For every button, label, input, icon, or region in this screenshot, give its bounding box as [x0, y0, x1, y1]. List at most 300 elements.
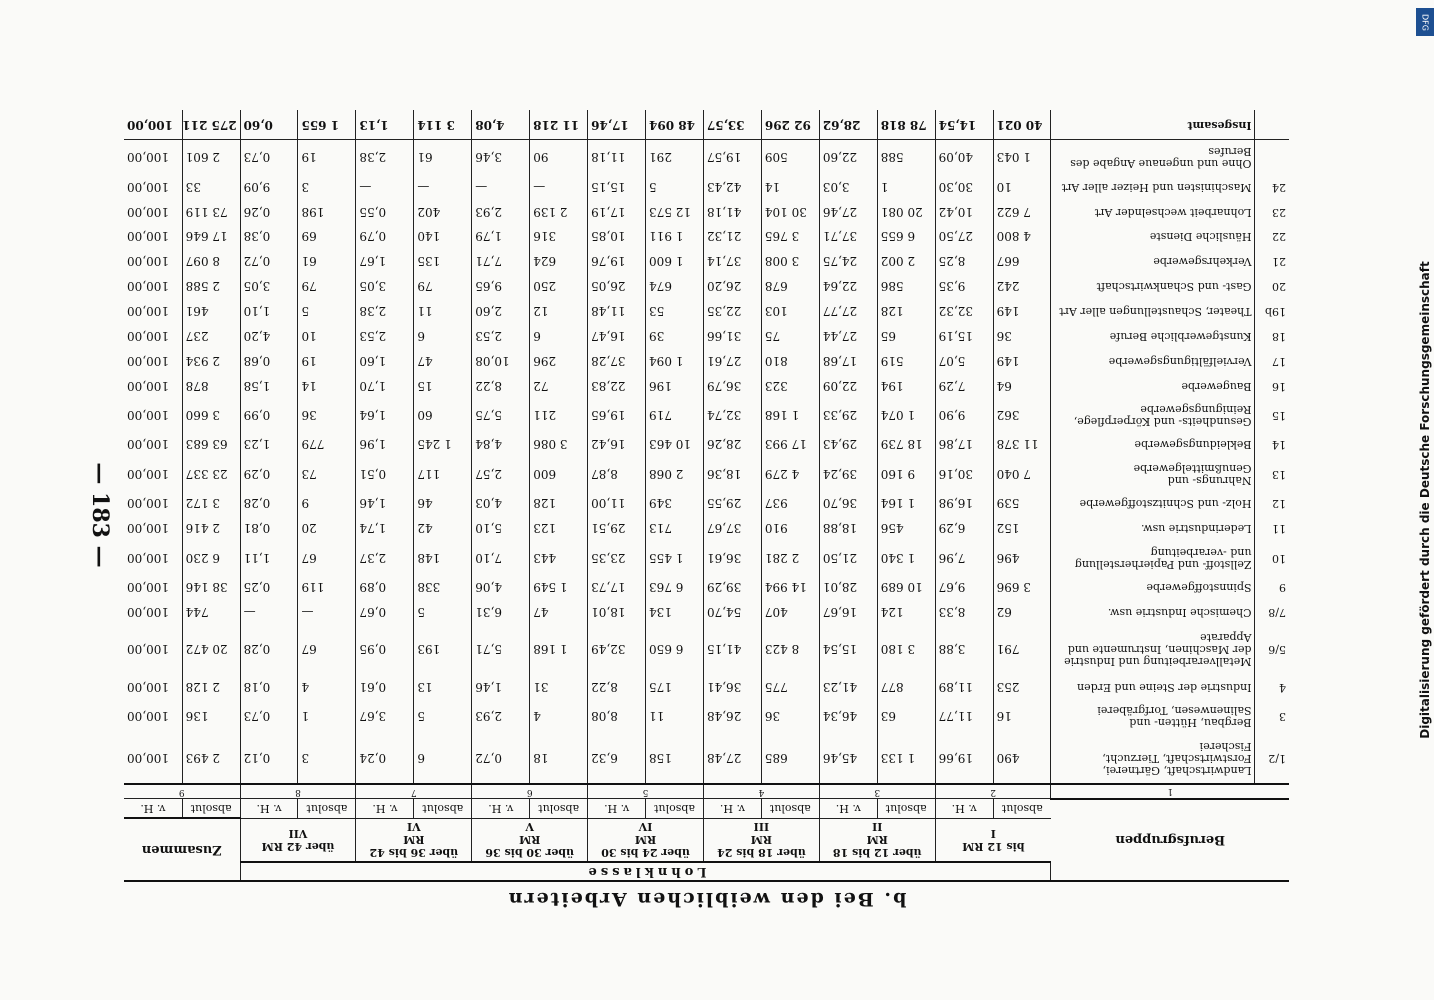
cell-vh: 2,93: [472, 199, 530, 224]
cell-absolut: 3 660: [182, 398, 240, 432]
cell-absolut: 18 739: [877, 432, 935, 457]
cell-absolut: 7 622: [993, 199, 1051, 224]
cell-absolut: 678: [761, 274, 819, 299]
cell-absolut: 128: [877, 299, 935, 324]
cell-vh: 17,68: [819, 348, 877, 373]
total-absolut: 275 211: [182, 110, 240, 140]
row-label: Ohne und ungenaue Angabe des Berufes: [1051, 140, 1255, 175]
cell-absolut: 103: [761, 299, 819, 324]
row-label: Vervielfältigungsgewerbe: [1051, 348, 1255, 373]
cell-vh: 11,77: [935, 699, 993, 733]
cell-vh: 7,29: [935, 373, 993, 398]
cell-vh: 100,00: [124, 624, 182, 674]
cell-vh: 40,09: [935, 140, 993, 175]
cell-vh: 100,00: [124, 299, 182, 324]
cell-vh: 100,00: [124, 457, 182, 491]
total-absolut: 78 818: [877, 110, 935, 140]
row-label: Häusliche Dienste: [1051, 224, 1255, 249]
total-vh: 100,00: [124, 110, 182, 140]
cell-absolut: 67: [298, 624, 356, 674]
row-label: Lohnarbeit wechselnder Art: [1051, 199, 1255, 224]
row-label: Kunstgewerbliche Berufe: [1051, 323, 1255, 348]
cell-vh: 0,73: [240, 699, 298, 733]
cell-absolut: 3 008: [761, 249, 819, 274]
cell-absolut: 407: [761, 600, 819, 625]
row-number: 22: [1272, 230, 1286, 244]
page-number-text: — 183 —: [87, 462, 113, 568]
total-vh: 4,08: [472, 110, 530, 140]
cell-absolut: 134: [646, 600, 704, 625]
cell-absolut: 119: [298, 575, 356, 600]
cell-vh: 1,74: [356, 516, 414, 541]
row-number: 18: [1272, 329, 1286, 343]
row-label: Spinnstoffgewerbe: [1051, 575, 1255, 600]
cell-absolut: 152: [993, 516, 1051, 541]
cell-absolut: 4: [298, 674, 356, 699]
cell-absolut: 19: [298, 140, 356, 175]
cell-vh: 9,35: [935, 274, 993, 299]
cell-vh: 31,66: [703, 323, 761, 348]
cell-absolut: 73 119: [182, 199, 240, 224]
cell-absolut: 791: [993, 624, 1051, 674]
cell-vh: 3,46: [472, 140, 530, 175]
cell-absolut: 1 911: [646, 224, 704, 249]
cell-vh: 22,64: [819, 274, 877, 299]
digitization-notice-text: Digitalisierung gefördert durch die Deutsche Forschungsgemeinschaft: [1418, 261, 1432, 739]
cell-vh: 10,85: [588, 224, 646, 249]
cell-absolut: 8 423: [761, 624, 819, 674]
cell-vh: 100,00: [124, 432, 182, 457]
cell-vh: 100,00: [124, 224, 182, 249]
cell-vh: 1,79: [472, 224, 530, 249]
cell-absolut: 509: [761, 140, 819, 175]
cell-vh: 8,08: [588, 699, 646, 733]
row-label: Maschinisten und Heizer aller Art: [1051, 174, 1255, 199]
cell-vh: 26,20: [703, 274, 761, 299]
cell-absolut: 4: [530, 699, 588, 733]
subheader-absolut: absolut: [182, 799, 240, 819]
table-row: [124, 174, 1289, 199]
cell-absolut: 38 146: [182, 575, 240, 600]
cell-absolut: 63 683: [182, 432, 240, 457]
cell-absolut: 586: [877, 274, 935, 299]
row-label: Nahrungs- und Genußmittelgewerbe: [1051, 457, 1255, 491]
cell-absolut: 36: [761, 699, 819, 733]
row-label: Bergbau, Hütten- und Salinenwesen, Torfgräberei: [1051, 699, 1255, 733]
row-label: Landwirtschaft, Gärtnerei, Forstwirtschaft, Tierzucht, Fischerei: [1051, 733, 1255, 784]
subheader-absolut: absolut: [993, 799, 1051, 819]
table-row: [124, 575, 1289, 600]
cell-vh: 27,61: [703, 348, 761, 373]
cell-vh: 37,67: [703, 516, 761, 541]
cell-absolut: 1 245: [414, 432, 472, 457]
column-number: 7: [356, 784, 472, 799]
total-absolut: 3 114: [414, 110, 472, 140]
subheader-vh: v. H.: [356, 799, 414, 819]
cell-vh: 0,51: [356, 457, 414, 491]
cell-vh: 16,47: [588, 323, 646, 348]
cell-vh: 36,61: [703, 541, 761, 575]
header-berufsgruppen: Berufsgruppen: [1051, 799, 1289, 881]
cell-vh: 15,54: [819, 624, 877, 674]
cell-vh: 100,00: [124, 373, 182, 398]
cell-vh: 0,95: [356, 624, 414, 674]
row-number: 19b: [1264, 305, 1286, 319]
cell-vh: —: [472, 174, 530, 199]
row-number: 7/8: [1268, 605, 1286, 619]
total-row-number: [1255, 110, 1289, 140]
cell-vh: 9,09: [240, 174, 298, 199]
subheader-absolut: absolut: [298, 799, 356, 819]
cell-vh: 11,00: [588, 491, 646, 516]
row-number: 21: [1272, 255, 1286, 269]
cell-vh: 0,68: [240, 348, 298, 373]
cell-absolut: 4 800: [993, 224, 1051, 249]
cell-vh: 0,29: [240, 457, 298, 491]
cell-absolut: 79: [414, 274, 472, 299]
header-class-iii: [703, 819, 819, 863]
cell-absolut: 1 549: [530, 575, 588, 600]
class-range: über 42 RM: [261, 840, 335, 853]
row-label: Bekleidungsgewerbe: [1051, 432, 1255, 457]
cell-absolut: 10 689: [877, 575, 935, 600]
cell-vh: 7,96: [935, 541, 993, 575]
cell-vh: 17,19: [588, 199, 646, 224]
column-number: 1: [1051, 784, 1289, 799]
column-number: 8: [240, 784, 356, 799]
cell-vh: 100,00: [124, 674, 182, 699]
cell-vh: 10,42: [935, 199, 993, 224]
cell-absolut: 1 164: [877, 491, 935, 516]
cell-absolut: 6: [530, 323, 588, 348]
cell-vh: 19,57: [703, 140, 761, 175]
table-row: [124, 274, 1289, 299]
table-row: [124, 373, 1289, 398]
cell-vh: —: [240, 600, 298, 625]
cell-absolut: 2 934: [182, 348, 240, 373]
table-body: [124, 110, 1289, 784]
cell-vh: 100,00: [124, 274, 182, 299]
cell-vh: 29,43: [819, 432, 877, 457]
cell-vh: 8,22: [588, 674, 646, 699]
table-row: [124, 199, 1289, 224]
cell-vh: 27,50: [935, 224, 993, 249]
cell-vh: 37,14: [703, 249, 761, 274]
row-number: 17: [1272, 354, 1286, 368]
total-vh: 28,62: [819, 110, 877, 140]
cell-vh: 2,38: [356, 299, 414, 324]
cell-absolut: 2 416: [182, 516, 240, 541]
cell-vh: 1,64: [356, 398, 414, 432]
cell-absolut: 461: [182, 299, 240, 324]
total-absolut: 40 021: [993, 110, 1051, 140]
column-number: 3: [819, 784, 935, 799]
cell-vh: 27,44: [819, 323, 877, 348]
cell-absolut: 713: [646, 516, 704, 541]
cell-vh: 11,48: [588, 299, 646, 324]
cell-absolut: 5: [298, 299, 356, 324]
cell-absolut: 211: [530, 398, 588, 432]
column-number: 2: [935, 784, 1051, 799]
cell-absolut: 878: [182, 373, 240, 398]
statistics-table-container: [124, 110, 1289, 882]
cell-absolut: 75: [761, 323, 819, 348]
row-label: Zellstoff- und Papierherstellung und -verarbeitung: [1051, 541, 1255, 575]
cell-vh: 2,37: [356, 541, 414, 575]
table-row: [124, 699, 1289, 733]
cell-absolut: 39: [646, 323, 704, 348]
page-title-text: b. Bei den weiblichen Arbeitern: [506, 888, 907, 910]
cell-vh: 1,96: [356, 432, 414, 457]
cell-vh: 16,67: [819, 600, 877, 625]
cell-vh: 2,57: [472, 457, 530, 491]
subheader-absolut: absolut: [761, 799, 819, 819]
cell-vh: 28,01: [819, 575, 877, 600]
cell-vh: 24,75: [819, 249, 877, 274]
cell-absolut: 588: [877, 140, 935, 175]
cell-vh: 19,66: [935, 733, 993, 784]
cell-vh: 8,25: [935, 249, 993, 274]
cell-absolut: 744: [182, 600, 240, 625]
cell-vh: 9,67: [935, 575, 993, 600]
subheader-absolut: absolut: [414, 799, 472, 819]
table-row: [124, 733, 1289, 784]
row-number: 11: [1272, 522, 1286, 536]
cell-absolut: 719: [646, 398, 704, 432]
cell-absolut: —: [530, 174, 588, 199]
cell-vh: 3,05: [240, 274, 298, 299]
cell-vh: 10,08: [472, 348, 530, 373]
cell-vh: 1,70: [356, 373, 414, 398]
class-range: bis 12 RM: [962, 840, 1025, 853]
row-number: 4: [1279, 680, 1286, 694]
cell-vh: 0,25: [240, 575, 298, 600]
cell-absolut: 47: [414, 348, 472, 373]
cell-absolut: 9 160: [877, 457, 935, 491]
cell-absolut: —: [414, 174, 472, 199]
cell-vh: 100,00: [124, 348, 182, 373]
table-row: [124, 491, 1289, 516]
digitization-notice: [1412, 0, 1434, 1000]
cell-absolut: 2 493: [182, 733, 240, 784]
cell-vh: 0,81: [240, 516, 298, 541]
cell-absolut: 90: [530, 140, 588, 175]
cell-vh: 27,77: [819, 299, 877, 324]
cell-vh: 100,00: [124, 600, 182, 625]
cell-absolut: 17 993: [761, 432, 819, 457]
cell-vh: 3,03: [819, 174, 877, 199]
cell-vh: 32,74: [703, 398, 761, 432]
header-lohnklasse: Lohnklasse: [240, 862, 1051, 881]
cell-absolut: 250: [530, 274, 588, 299]
table-row: [124, 398, 1289, 432]
cell-absolut: 1 340: [877, 541, 935, 575]
cell-vh: 1,23: [240, 432, 298, 457]
cell-vh: 11,18: [588, 140, 646, 175]
cell-absolut: 33: [182, 174, 240, 199]
cell-absolut: 810: [761, 348, 819, 373]
row-label: Theater, Schaustellungen aller Art: [1051, 299, 1255, 324]
table-row: [124, 323, 1289, 348]
cell-vh: 29,33: [819, 398, 877, 432]
cell-vh: 5,07: [935, 348, 993, 373]
cell-absolut: 6 650: [646, 624, 704, 674]
class-roman: VI: [407, 820, 421, 834]
cell-absolut: 6: [414, 323, 472, 348]
cell-absolut: 196: [646, 373, 704, 398]
total-absolut: 1 655: [298, 110, 356, 140]
cell-vh: 16,42: [588, 432, 646, 457]
cell-vh: 17,73: [588, 575, 646, 600]
cell-absolut: 402: [414, 199, 472, 224]
row-number: 9: [1279, 581, 1286, 595]
cell-vh: 2,38: [356, 140, 414, 175]
cell-vh: 0,79: [356, 224, 414, 249]
table-row: [124, 674, 1289, 699]
cell-absolut: 67: [298, 541, 356, 575]
table-row: [124, 432, 1289, 457]
cell-vh: 27,46: [819, 199, 877, 224]
cell-absolut: 14 994: [761, 575, 819, 600]
cell-absolut: 11 378: [993, 432, 1051, 457]
cell-absolut: 11: [414, 299, 472, 324]
header-class-i: [935, 819, 1051, 863]
cell-absolut: 674: [646, 274, 704, 299]
cell-absolut: 338: [414, 575, 472, 600]
cell-absolut: 20 472: [182, 624, 240, 674]
cell-vh: 42,43: [703, 174, 761, 199]
cell-absolut: 443: [530, 541, 588, 575]
cell-vh: 0,18: [240, 674, 298, 699]
cell-absolut: 2 002: [877, 249, 935, 274]
cell-absolut: 5: [414, 699, 472, 733]
cell-absolut: 175: [646, 674, 704, 699]
cell-vh: 45,46: [819, 733, 877, 784]
cell-absolut: 362: [993, 398, 1051, 432]
cell-absolut: 46: [414, 491, 472, 516]
cell-absolut: 63: [877, 699, 935, 733]
column-number: 9: [124, 784, 240, 799]
cell-absolut: 8 097: [182, 249, 240, 274]
row-number: 3: [1279, 709, 1286, 723]
cell-vh: 0,99: [240, 398, 298, 432]
cell-absolut: 149: [993, 299, 1051, 324]
class-range: über 18 bis 24 RM: [717, 833, 806, 860]
cell-absolut: 47: [530, 600, 588, 625]
cell-vh: 100,00: [124, 199, 182, 224]
cell-vh: 41,18: [703, 199, 761, 224]
cell-vh: 100,00: [124, 140, 182, 175]
subheader-vh: v. H.: [588, 799, 646, 819]
cell-absolut: 3: [298, 733, 356, 784]
cell-absolut: 5: [646, 174, 704, 199]
cell-absolut: 123: [530, 516, 588, 541]
cell-absolut: 62: [993, 600, 1051, 625]
class-range: über 24 bis 30 RM: [601, 833, 690, 860]
cell-vh: 9,65: [472, 274, 530, 299]
header-class-vi: [356, 819, 472, 863]
cell-vh: 3,05: [356, 274, 414, 299]
cell-vh: 1,58: [240, 373, 298, 398]
cell-absolut: 1 168: [530, 624, 588, 674]
cell-absolut: 158: [646, 733, 704, 784]
column-number: 4: [703, 784, 819, 799]
header-class-v: [472, 819, 588, 863]
cell-absolut: 539: [993, 491, 1051, 516]
cell-vh: 8,33: [935, 600, 993, 625]
cell-absolut: 15: [414, 373, 472, 398]
cell-vh: 0,61: [356, 674, 414, 699]
cell-absolut: 1 455: [646, 541, 704, 575]
row-number: 5/6: [1268, 643, 1286, 657]
cell-vh: 6,29: [935, 516, 993, 541]
cell-absolut: 519: [877, 348, 935, 373]
cell-vh: 21,50: [819, 541, 877, 575]
cell-absolut: 12 573: [646, 199, 704, 224]
class-range: über 12 bis 18 RM: [832, 833, 922, 860]
cell-vh: —: [356, 174, 414, 199]
row-label: Baugewerbe: [1051, 373, 1255, 398]
cell-vh: 39,29: [703, 575, 761, 600]
cell-vh: 0,55: [356, 199, 414, 224]
cell-vh: 29,55: [703, 491, 761, 516]
cell-absolut: 1 074: [877, 398, 935, 432]
cell-vh: 22,35: [703, 299, 761, 324]
cell-absolut: 30 104: [761, 199, 819, 224]
row-number: 24: [1272, 180, 1286, 194]
dfg-logo-badge: DFG: [1416, 8, 1434, 36]
cell-vh: 4,03: [472, 491, 530, 516]
table-row: [124, 516, 1289, 541]
cell-absolut: 2 128: [182, 674, 240, 699]
cell-absolut: 1 094: [646, 348, 704, 373]
header-class-ii: [819, 819, 935, 863]
total-absolut: 92 296: [761, 110, 819, 140]
cell-vh: 0,89: [356, 575, 414, 600]
cell-absolut: 3 172: [182, 491, 240, 516]
cell-vh: 8,22: [472, 373, 530, 398]
row-number: 12: [1272, 497, 1286, 511]
cell-absolut: 148: [414, 541, 472, 575]
header-row-column-numbers: [124, 784, 1289, 799]
cell-absolut: 10: [298, 323, 356, 348]
cell-absolut: 36: [993, 323, 1051, 348]
cell-vh: 100,00: [124, 733, 182, 784]
cell-vh: 5,71: [472, 624, 530, 674]
cell-vh: 2,93: [472, 699, 530, 733]
subheader-vh: v. H.: [124, 799, 182, 819]
cell-vh: 2,60: [472, 299, 530, 324]
cell-absolut: 2 588: [182, 274, 240, 299]
cell-absolut: 20: [298, 516, 356, 541]
cell-absolut: 20 081: [877, 199, 935, 224]
cell-absolut: 11: [646, 699, 704, 733]
cell-absolut: 61: [298, 249, 356, 274]
cell-vh: 36,79: [703, 373, 761, 398]
class-roman: II: [872, 820, 883, 834]
cell-vh: 30,30: [935, 174, 993, 199]
statistics-table: [124, 110, 1289, 882]
cell-vh: 5,75: [472, 398, 530, 432]
cell-vh: 0,24: [356, 733, 414, 784]
header-class-iv: [588, 819, 704, 863]
cell-vh: 36,70: [819, 491, 877, 516]
cell-absolut: 937: [761, 491, 819, 516]
column-number: 6: [472, 784, 588, 799]
cell-vh: 32,49: [588, 624, 646, 674]
cell-vh: 30,16: [935, 457, 993, 491]
cell-absolut: 3 765: [761, 224, 819, 249]
